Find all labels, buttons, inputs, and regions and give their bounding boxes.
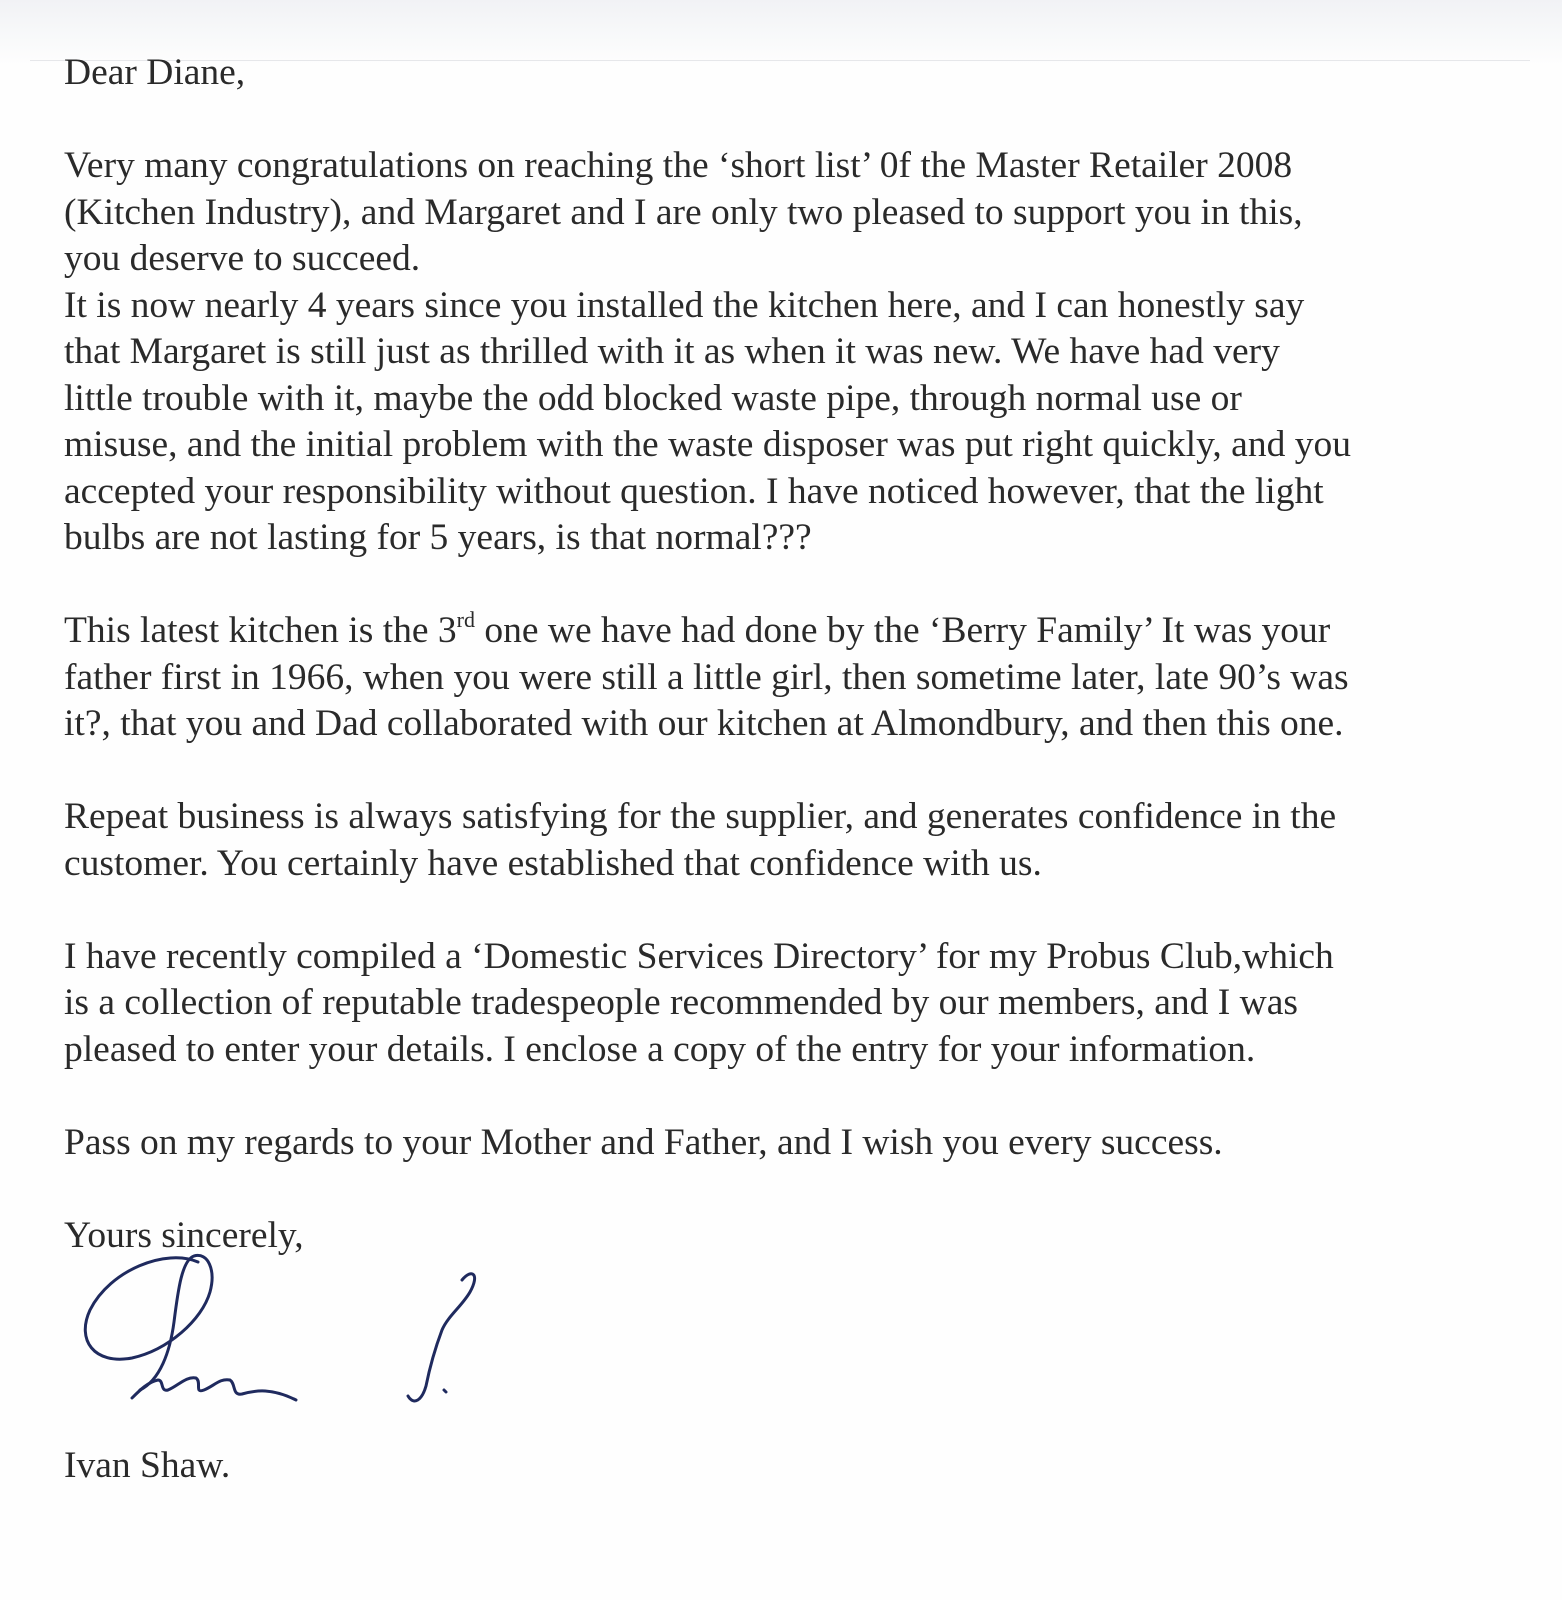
text-line [64,608,1504,655]
paragraph-gap [64,1166,1504,1213]
text-line: Repeat business is always satisfying for the supplier, and generates confidence in the [64,796,1337,837]
paragraph-directory [64,934,1504,1074]
ordinal-suffix: rd [456,606,475,632]
text-line: misuse, and the initial problem with the waste disposer was put right quickly, and you [64,424,1351,465]
text-line: is a collection of reputable tradespeople recommended by our members, and I was [64,982,1298,1023]
text-line: customer. You certainly have established that confidence with us. [64,842,1042,884]
text-line: It is now nearly 4 years since you installed the kitchen here, and I can honestly say [64,284,1305,326]
paragraph-congratulations [64,143,1504,562]
handwritten-signature [70,1240,490,1430]
closing: Yours sincerely, [64,1214,304,1256]
paragraph-repeat-business [64,794,1504,887]
text-line: that Margaret is still just as thrilled with it as when it was new. We have had very [64,331,1280,372]
text-line: you deserve to succeed. [64,238,421,279]
paragraph-regards [64,1120,1504,1167]
paragraph-gap [64,1073,1504,1120]
text-line: it?, that you and Dad collaborated with our kitchen at Almondbury, and then this one. [64,703,1344,744]
text-line: little trouble with it, maybe the odd blocked waste pipe, through normal use or [64,377,1242,419]
text-line: accepted your responsibility without question. I have noticed however, that the light [64,470,1324,512]
text-line: (Kitchen Industry), and Margaret and I are only two pleased to support you in this, [64,191,1303,233]
text-line: Very many congratulations on reaching the ‘short list’ 0f the Master Retailer 2008 [64,145,1293,186]
text-fragment: one we have had done by the ‘Berry Family’ It was your [474,610,1331,651]
signer-name: Ivan Shaw. [64,1445,231,1486]
text-line: pleased to enter your details. I enclose a copy of the entry for your information. [64,1028,1256,1070]
text-line: I have recently compiled a ‘Domestic Services Directory’ for my Probus Club,which [64,935,1334,977]
text-line: bulbs are not lasting for 5 years, is that normal??? [64,517,812,558]
letter-body [64,50,1504,1259]
paragraph-gap [64,97,1504,144]
text-line: Pass on my regards to your Mother and Father, and I wish you every success. [64,1121,1223,1163]
text-line: father first in 1966, when you were still a little girl, then sometime later, late 90’s was [64,656,1349,698]
paragraph-gap [64,748,1504,795]
paragraph-history [64,608,1504,748]
paragraph-gap [64,562,1504,609]
paragraph-gap [64,887,1504,934]
salutation: Dear Diane, [64,52,246,93]
text-fragment: This latest kitchen is the 3 [64,610,457,651]
